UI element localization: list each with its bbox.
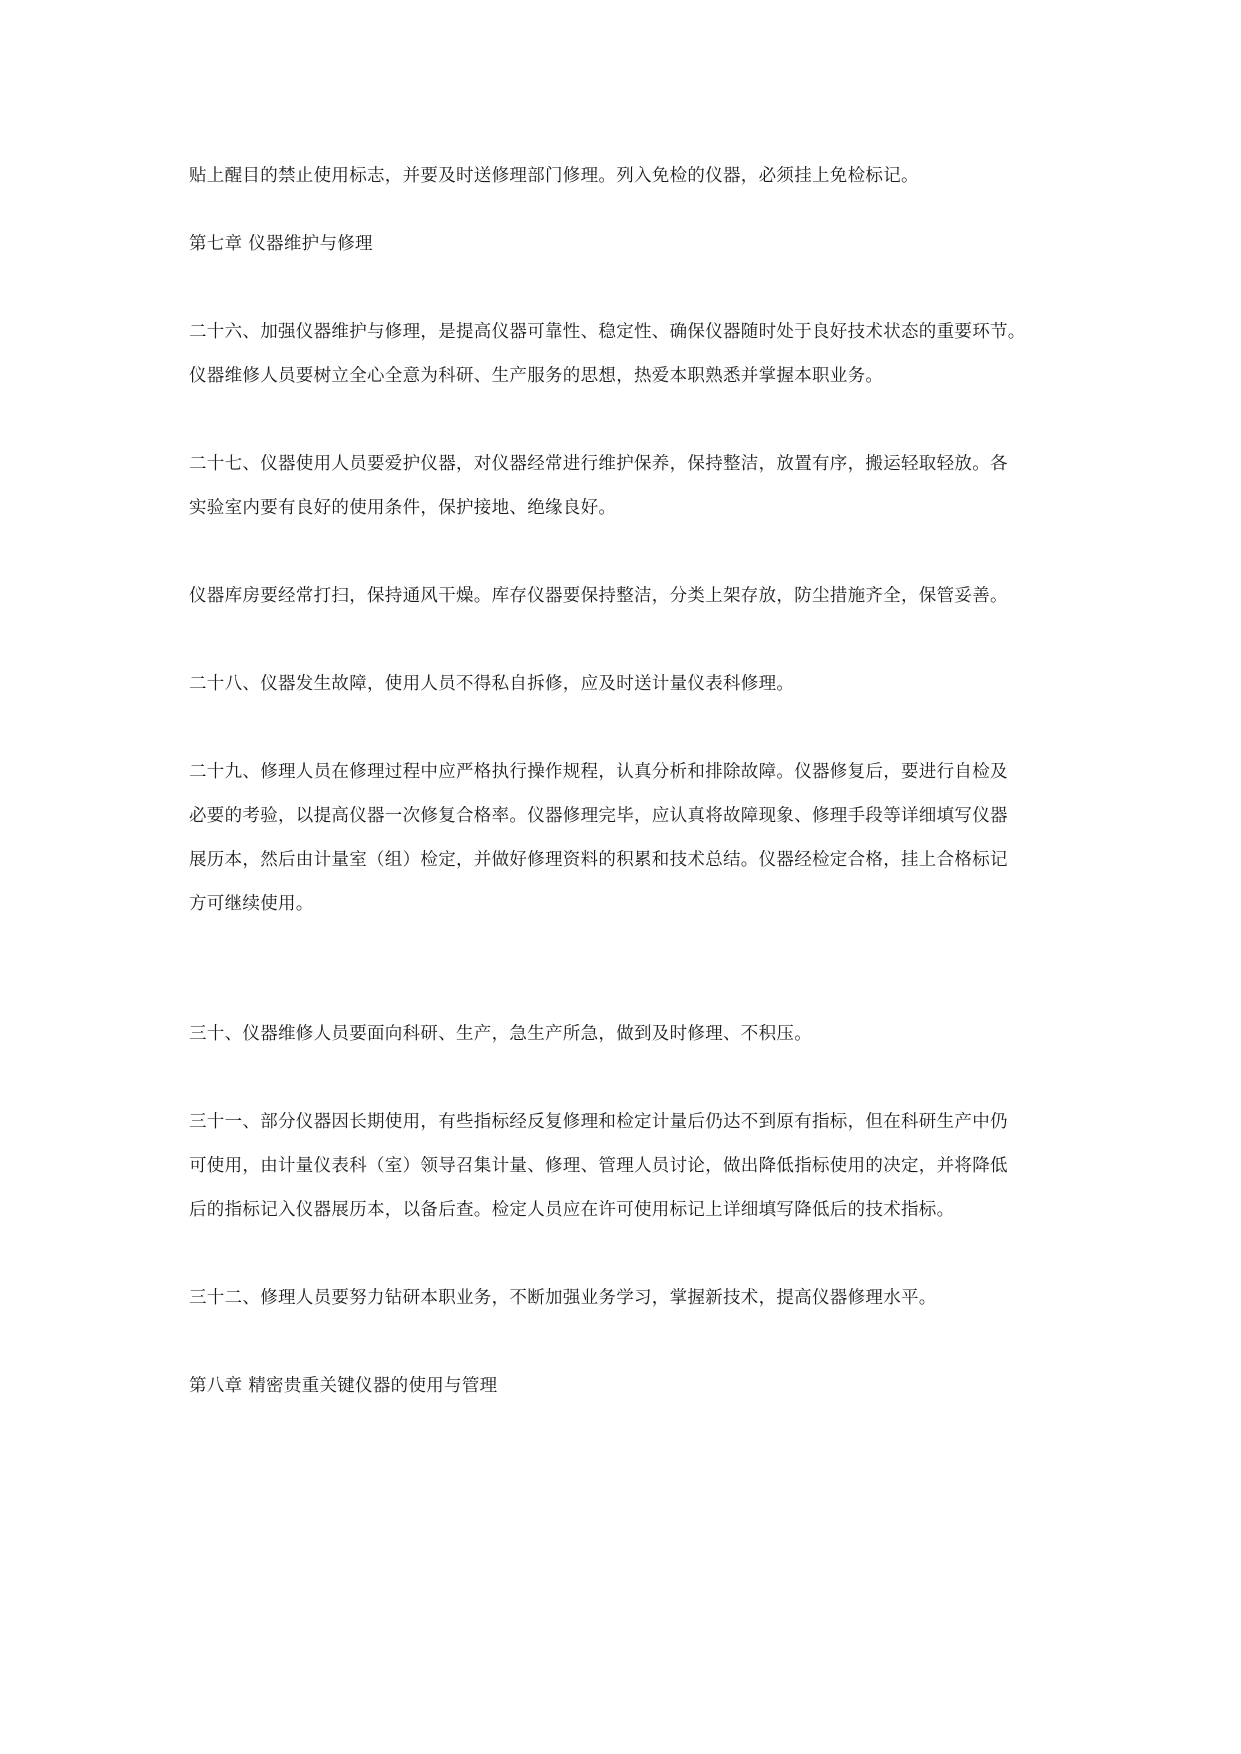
- paragraph-line: 三十一、部分仪器因长期使用，有些指标经反复修理和检定计量后仍达不到原有指标，但在科研生产中仍: [189, 1112, 1008, 1132]
- paragraph-line: 二十八、仪器发生故障，使用人员不得私自拆修，应及时送计量仪表科修理。: [189, 674, 795, 694]
- paragraph-line: 二十九、修理人员在修理过程中应严格执行操作规程，认真分析和排除故障。仪器修复后，要进行自检及: [189, 762, 1008, 782]
- paragraph-line: 三十二、修理人员要努力钻研本职业务，不断加强业务学习，掌握新技术，提高仪器修理水平。: [189, 1288, 937, 1308]
- paragraph-line: 仪器维修人员要树立全心全意为科研、生产服务的思想，热爱本职熟悉并掌握本职业务。: [189, 366, 884, 386]
- paragraph-line: 必要的考验，以提高仪器一次修复合格率。仪器修理完毕，应认真将故障现象、修理手段等详细填写仪器: [189, 806, 1008, 826]
- paragraph-line: 实验室内要有良好的使用条件，保护接地、绝缘良好。: [189, 498, 617, 518]
- paragraph-line: 三十、仪器维修人员要面向科研、生产，急生产所急，做到及时修理、不积压。: [189, 1024, 812, 1044]
- paragraph-line: 后的指标记入仪器展历本，以备后查。检定人员应在许可使用标记上详细填写降低后的技术指标。: [189, 1200, 955, 1220]
- paragraph-line: 贴上醒目的禁止使用标志，并要及时送修理部门修理。列入免检的仪器，必须挂上免检标记。: [189, 166, 919, 186]
- chapter-8-heading: 第八章 精密贵重关键仪器的使用与管理: [189, 1376, 498, 1396]
- paragraph-line: 可使用，由计量仪表科（室）领导召集计量、修理、管理人员讨论，做出降低指标使用的决定，并将降低: [189, 1156, 1008, 1176]
- paragraph-line: 二十六、加强仪器维护与修理，是提高仪器可靠性、稳定性、确保仪器随时处于良好技术状态的重要环节。: [189, 322, 1026, 342]
- paragraph-line: 二十七、仪器使用人员要爱护仪器，对仪器经常进行维护保养，保持整洁，放置有序，搬运轻取轻放。各: [189, 454, 1008, 474]
- chapter-7-heading: 第七章 仪器维护与修理: [189, 234, 373, 254]
- paragraph-line: 展历本，然后由计量室（组）检定，并做好修理资料的积累和技术总结。仪器经检定合格，挂上合格标记: [189, 850, 1008, 870]
- paragraph-line: 仪器库房要经常打扫，保持通风干燥。库存仪器要保持整洁，分类上架存放，防尘措施齐全，保管妥善。: [189, 586, 1008, 606]
- paragraph-line: 方可继续使用。: [189, 894, 314, 914]
